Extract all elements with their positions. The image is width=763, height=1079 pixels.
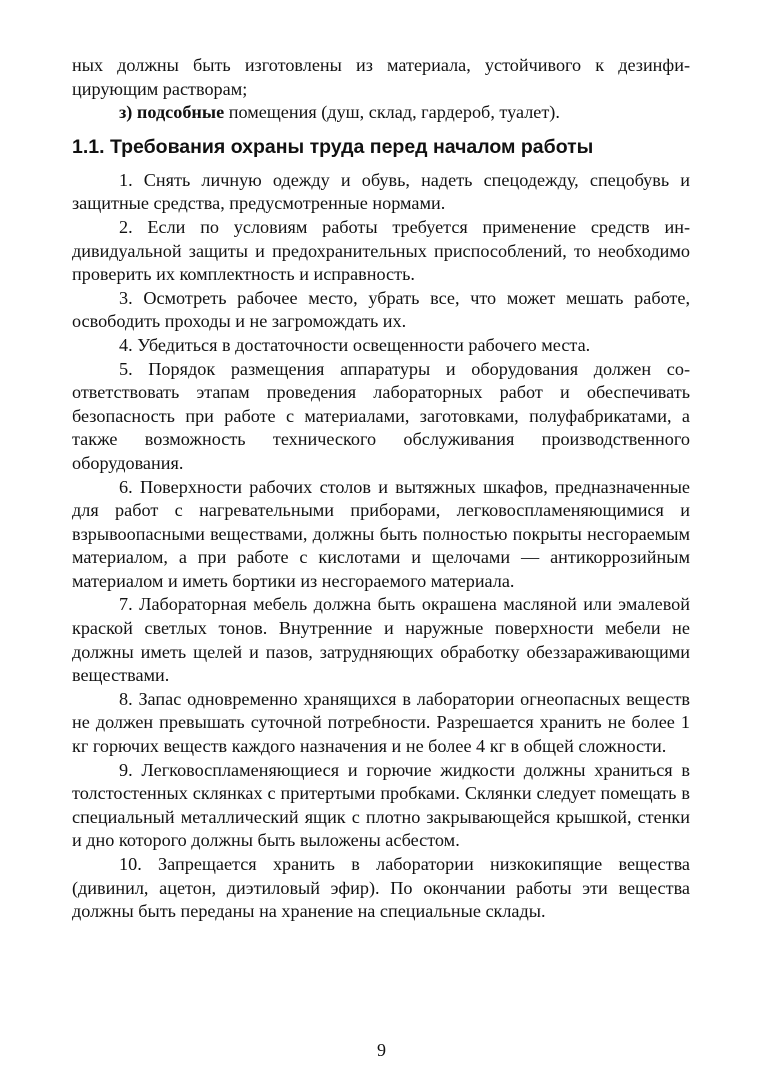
item-z-label: з) подсобные bbox=[119, 102, 225, 123]
requirement-7: 7. Лабораторная мебель должна быть окрашена масляной или эмалевой краской светлых тонов. Внутренние и наружные поверхности мебели не должны иметь щелей и пазов, затрудняющих обработку обеззараживающими веществами. bbox=[72, 594, 690, 686]
requirement-10: 10. Запрещается хранить в лаборатории низкокипящие вещества (дивинил, ацетон, диэтиловый эфир). По окончании работы эти вещества должны быть переданы на хранение на специальные склады. bbox=[72, 854, 690, 922]
page-number: 9 bbox=[377, 1040, 386, 1060]
requirement-8: 8. Запас одновременно хранящихся в лаборатории огнеопасных веществ не должен превышать суточной потребности. Разрешается хранить не более 1 кг горючих веществ каждого назначения и не более 4 кг в общей сложности. bbox=[72, 688, 690, 757]
section-heading: 1.1. Требования охраны труда перед началом работы bbox=[72, 135, 594, 158]
requirement-9: 9. Легковоспламеняющиеся и горючие жидкости должны храниться в толстостенных склянках с притертыми пробками. Склянки следует помещать в специальный металлический ящик с плотно закрывающейся крышкой, стенки и дно которого должны быть выложены асбестом. bbox=[72, 759, 690, 851]
requirement-3: 3. Осмотреть рабочее место, убрать все, что может мешать работе, освободить проходы и не загромождать их. bbox=[72, 287, 690, 332]
requirement-4: 4. Убедиться в достаточности освещенности рабочего места. bbox=[119, 334, 591, 355]
continued-paragraph: ных должны быть изготовлены из материала, устойчивого к дезинфицирующим растворам; bbox=[72, 55, 690, 99]
page-body bbox=[72, 54, 690, 924]
requirement-1: 1. Снять личную одежду и обувь, надеть спецодежду, спецобувь и защитные средства, предусмотренные нормами. bbox=[72, 169, 690, 214]
item-z-text: помещения (душ, склад, гардероб, туалет). bbox=[224, 102, 560, 123]
requirement-5: 5. Порядок размещения аппаратуры и оборудования должен соответствовать этапам проведения лабораторных работ и обеспечивать безопасность при работе с материалами, заготовками, полуфабрикатами, а также возможность технического обслуживания производственного оборудования. bbox=[72, 358, 690, 473]
list-item-z bbox=[72, 101, 690, 125]
requirement-2: 2. Если по условиям работы требуется применение средств индивидуальной защиты и предохранительных приспособлений, то необходимо проверить их комплектность и исправность. bbox=[72, 216, 690, 285]
requirement-6: 6. Поверхности рабочих столов и вытяжных шкафов, предназначенные для работ с нагревательными приборами, легковоспламеняющимися и взрывоопасными веществами, должны быть полностью покрыты несгораемым материалом, а при работе с кислотами и щелочами — антикоррозийным материалом и иметь бортики из несгораемого материала. bbox=[72, 476, 690, 591]
